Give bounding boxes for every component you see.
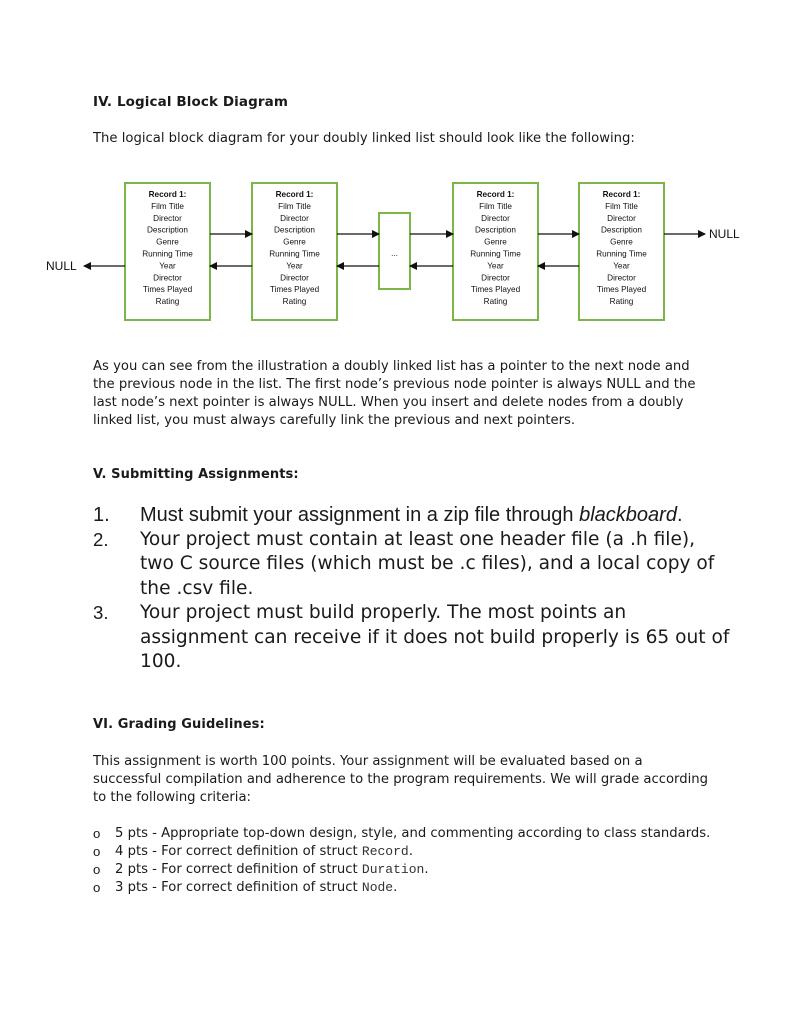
node-field-label: Running Time xyxy=(470,249,521,259)
node-field-label: Year xyxy=(159,261,176,271)
list-node-4 xyxy=(579,183,664,320)
node-field-label: Record 1: xyxy=(476,190,515,199)
node-field-label: Genre xyxy=(484,237,507,247)
node-field-label: Genre xyxy=(156,237,179,247)
node-field-label: Record 1: xyxy=(148,190,187,199)
node-field-label: Description xyxy=(274,225,315,235)
node-field-label: Description xyxy=(475,225,516,235)
node-field-label: Rating xyxy=(282,297,307,307)
list-node-2 xyxy=(252,183,337,320)
node-field-label: Director xyxy=(481,213,510,223)
ellipsis-node xyxy=(379,213,410,289)
section-vi-heading: VI. Grading Guidelines: xyxy=(93,717,265,732)
node-field-label: Times Played xyxy=(596,285,647,295)
item-number: 1. xyxy=(93,504,110,526)
null-label-left: NULL xyxy=(46,259,77,273)
node-field-label: Record 1: xyxy=(602,190,641,199)
explanation-paragraph: As you can see from the illustration a doubly linked list has a pointer to the next node and the previous node in the list. The first node’s previous node pointer is always NULL and the last node’s next pointer is always NULL. When you insert and delete nodes from a doubly linked list, you must always carefully link the previous and next pointers. xyxy=(93,359,696,428)
item-number: 2. xyxy=(93,528,109,550)
submission-item-2: 2. Your project must contain at least one header file (a .h file), two C source files (which must be .c files), and a local copy of the .csv file. xyxy=(93,528,715,599)
diagram-intro-text: The logical block diagram for your doubly linked list should look like the following: xyxy=(93,131,635,146)
node-field-label: Film Title xyxy=(151,201,184,211)
node-field-label: Genre xyxy=(283,237,306,247)
list-node-3 xyxy=(453,183,538,320)
list-node-1 xyxy=(125,183,210,320)
bullet-icon: o xyxy=(93,880,101,895)
criteria-item: o 4 pts - For correct definition of struct Record. xyxy=(93,844,413,859)
node-field-label: Director xyxy=(153,273,182,283)
bullet-icon: o xyxy=(93,862,101,877)
node-field-label: Running Time xyxy=(269,249,320,259)
grading-intro-paragraph: This assignment is worth 100 points. Your assignment will be evaluated based on a successful compilation and adherence to the program requirements. We will grade according to the following criteria: xyxy=(93,754,708,805)
node-field-label: Film Title xyxy=(605,201,638,211)
node-field-label: Film Title xyxy=(479,201,512,211)
submission-item-3: 3. Your project must build properly. The most points an assignment can receive if it does not build properly is 65 out of 100. xyxy=(93,602,730,672)
section-iv-heading: IV. Logical Block Diagram xyxy=(93,94,288,110)
criteria-item: o 2 pts - For correct definition of struct Duration. xyxy=(93,862,429,877)
node-field-label: Director xyxy=(607,273,636,283)
node-field-label: Running Time xyxy=(596,249,647,259)
doubly-linked-list-diagram xyxy=(40,176,760,326)
node-field-label: Rating xyxy=(483,297,508,307)
bullet-icon: o xyxy=(93,844,101,859)
null-label-right: NULL xyxy=(709,227,740,241)
submission-list xyxy=(93,503,733,675)
node-field-label: Director xyxy=(153,213,182,223)
node-field-label: Description xyxy=(147,225,188,235)
node-field-label: Genre xyxy=(610,237,633,247)
node-field-label: Rating xyxy=(609,297,634,307)
grading-criteria-list xyxy=(93,825,713,897)
ellipsis-text: ... xyxy=(391,249,398,258)
submission-item-1: 1. Must submit your assignment in a zip file through blackboard. xyxy=(93,504,683,526)
node-field-label: Times Played xyxy=(142,285,193,295)
node-field-label: Year xyxy=(613,261,630,271)
section-v-heading: V. Submitting Assignments: xyxy=(93,467,299,482)
node-field-label: Year xyxy=(487,261,504,271)
node-field-label: Director xyxy=(280,273,309,283)
node-field-label: Description xyxy=(601,225,642,235)
criteria-item: o 5 pts - Appropriate top-down design, style, and commenting according to class standards. xyxy=(93,826,711,841)
node-field-label: Year xyxy=(286,261,303,271)
item-number: 3. xyxy=(93,602,109,623)
node-field-label: Rating xyxy=(155,297,180,307)
node-field-label: Director xyxy=(481,273,510,283)
node-field-label: Times Played xyxy=(269,285,320,295)
node-field-label: Director xyxy=(607,213,636,223)
node-field-label: Running Time xyxy=(142,249,193,259)
node-field-label: Film Title xyxy=(278,201,311,211)
node-field-label: Record 1: xyxy=(275,190,314,199)
node-field-label: Times Played xyxy=(470,285,521,295)
bullet-icon: o xyxy=(93,826,101,841)
node-field-label: Director xyxy=(280,213,309,223)
criteria-item: o 3 pts - For correct definition of struct Node. xyxy=(93,880,398,895)
